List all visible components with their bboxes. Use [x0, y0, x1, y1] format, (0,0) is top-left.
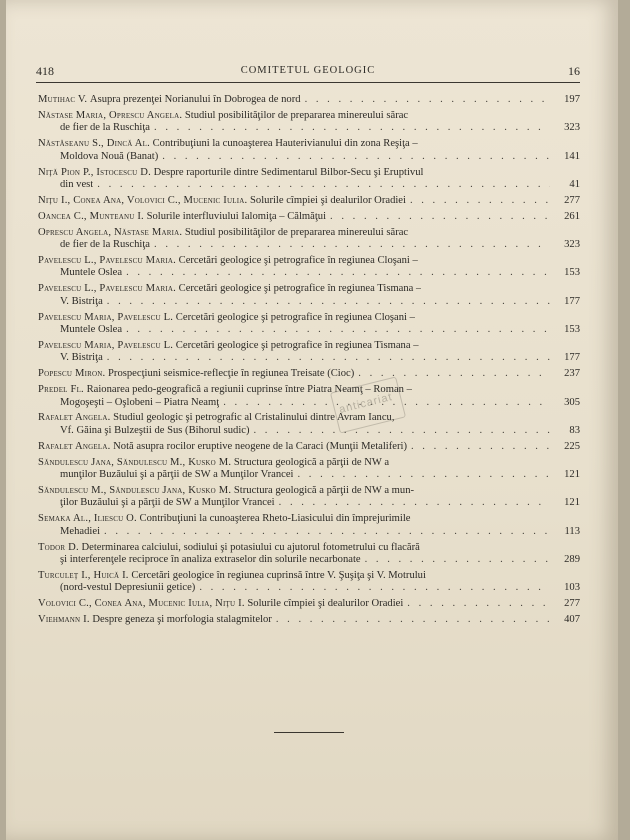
entry-authors: Oancea C., Munteanu I. — [38, 210, 144, 222]
entry-title-text: Studiul geologic şi petrografic al Cristalinului dintre Avram Iancu, — [113, 412, 395, 424]
entry-page-number: 41 — [569, 178, 580, 190]
entry-authors: Oprescu Angela, Năstase Maria. — [38, 226, 183, 238]
entry-first-line — [38, 227, 580, 239]
entry-first-line — [38, 94, 580, 106]
entry-authors: Volovici C., Conea Ana, Mucenic Iulia, Niţu I. — [38, 598, 245, 610]
leader-dots — [297, 469, 550, 481]
entry-first-line — [38, 255, 580, 267]
entry-page-number: 83 — [569, 424, 580, 436]
entry-page-number: 113 — [564, 525, 580, 537]
entry-title-text: V. Bistriţa — [60, 352, 103, 364]
entry-first-line — [38, 542, 580, 554]
entry-authors: Rafalet Angela. — [38, 412, 111, 424]
entry-authors: Popescu Miron. — [38, 368, 106, 380]
entry-first-line — [38, 368, 580, 380]
entry-continuation-line — [38, 296, 580, 308]
leader-dots — [254, 425, 551, 437]
entry-continuation-line — [38, 497, 580, 509]
leader-dots — [162, 151, 550, 163]
entry-continuation-line — [38, 526, 580, 538]
index-entry — [38, 485, 580, 510]
book-page — [6, 0, 618, 840]
index-entry — [38, 570, 580, 595]
entry-authors: Semaka Al., Iliescu O. — [38, 513, 137, 525]
entry-first-line — [38, 110, 580, 122]
entry-page-number: 261 — [564, 210, 580, 222]
entry-continuation-line — [38, 425, 580, 437]
index-entry — [38, 195, 580, 207]
entry-page-number: 277 — [564, 598, 580, 610]
entry-title-text: Muntele Oslea — [60, 267, 123, 279]
entry-title-text: Cercetări geologice şi petrografice în regiunea Cloşani – — [178, 254, 418, 266]
entry-title-text: de fier de la Ruschiţa — [60, 239, 151, 251]
entry-title-text: Cercetări geologice şi petrografice în regiunea Tismana – — [175, 339, 419, 351]
entry-first-line — [38, 312, 580, 324]
index-entry — [38, 283, 580, 308]
entry-title-text: Prospecţiuni seismice-reflecţie în regiunea Treisate (Cioc) — [108, 368, 355, 380]
entry-authors: Năstăseanu S., Dincă Al. — [38, 138, 150, 150]
entry-authors: Todor D. — [38, 541, 79, 553]
index-entry — [38, 255, 580, 280]
index-entry — [38, 441, 580, 453]
index-entry — [38, 167, 580, 192]
entry-page-number: 103 — [564, 582, 580, 594]
entry-page-number: 277 — [564, 194, 580, 206]
entry-first-line — [38, 283, 580, 295]
closing-rule — [274, 732, 344, 733]
entry-title-text: Notă asupra rocilor eruptive neogene de la Caraci (Munţii Metaliferi) — [113, 440, 407, 452]
index-entry — [38, 340, 580, 365]
entry-page-number: 121 — [564, 469, 580, 481]
entry-title-text: Determinarea calciului, sodiului şi potasiului cu ajutorul fotometrului cu flacără — [81, 541, 420, 553]
entry-title-text: Cercetări geologice în regiunea cuprinsă între V. Şuşiţa şi V. Motrului — [131, 569, 426, 581]
entry-authors: Niţă Pion P., Istocescu D. — [38, 166, 151, 178]
entry-page-number: 237 — [564, 368, 580, 380]
entry-first-line — [38, 513, 580, 525]
entry-authors: Năstase Maria, Oprescu Angela. — [38, 109, 183, 121]
entry-first-line — [38, 485, 580, 497]
page-number-right: 16 — [568, 64, 580, 78]
entry-title-text: Studiul posibilităţilor de prepararea minereului sărac — [184, 226, 409, 238]
leader-dots — [407, 598, 550, 610]
entry-title-text: Asupra prezenţei Norianului în Dobrogea de nord — [89, 94, 301, 105]
page-number-left: 418 — [36, 64, 54, 78]
index-entry — [38, 312, 580, 337]
index-entry — [38, 384, 580, 409]
entry-continuation-line — [38, 267, 580, 279]
entry-first-line — [38, 211, 580, 223]
entry-page-number: 177 — [564, 352, 580, 364]
entry-authors: Pavelescu Maria, Pavelescu L. — [38, 311, 174, 323]
entry-title-text: Structura geologică a părţii de NW a mun- — [233, 484, 415, 496]
entry-title-text: Cercetări geologice şi petrografice în regiunea Cloşani – — [175, 311, 415, 323]
entry-title-text: şi interferenţele reciproce în analiza extraselor din solurile necarbonate — [60, 554, 361, 565]
entry-page-number: 121 — [564, 497, 580, 509]
leader-dots — [410, 195, 550, 207]
entry-title-text: ţilor Buzăului şi a părţii de SW a Munţilor Vrancei — [60, 497, 275, 509]
index-entry — [38, 138, 580, 163]
leader-dots — [199, 582, 550, 594]
entry-first-line — [38, 598, 580, 610]
entry-title-text: Contribuţiuni la cunoaşterea Rheto-Liasicului din împrejurimile — [139, 513, 411, 525]
entry-title-text: Contribuţiuni la cunoaşterea Hauterivianului din zona Reşiţa – — [152, 138, 418, 150]
entry-title-text: din vest — [60, 178, 94, 190]
entry-title-text: Studiul posibilităţilor de prepararea minereului sărac — [184, 109, 409, 121]
entry-authors: Niţu I., Conea Ana, Volovici C., Mucenic Iulia. — [38, 194, 248, 206]
entry-title-text: Muntele Oslea — [60, 324, 123, 335]
entry-authors: Săndulescu Jana, Săndulescu M., Kusko M. — [38, 456, 232, 468]
entry-continuation-line — [38, 582, 580, 594]
entry-first-line — [38, 412, 580, 424]
entry-title-text: (nord-vestul Depresiunii getice) — [60, 582, 196, 594]
entry-title-text: Solurile cîmpiei şi dealurilor Oradiei — [247, 598, 404, 610]
entry-continuation-line — [38, 122, 580, 134]
leader-dots — [276, 614, 550, 626]
entry-continuation-line — [38, 554, 580, 566]
author-index-list — [38, 94, 580, 630]
entry-first-line — [38, 195, 580, 207]
entry-title-text: Mogoşeşti – Oşlobeni – Piatra Neamţ — [60, 396, 220, 408]
entry-page-number: 197 — [564, 94, 580, 105]
leader-dots — [154, 239, 550, 251]
watermark-text: anticariat — [337, 391, 394, 416]
entry-page-number: 323 — [564, 239, 580, 251]
entry-first-line — [38, 138, 580, 150]
entry-continuation-line — [38, 397, 580, 409]
leader-dots — [411, 441, 550, 453]
entry-title-text: Moldova Nouă (Banat) — [60, 150, 159, 162]
index-entry — [38, 598, 580, 610]
entry-page-number: 153 — [564, 267, 580, 279]
entry-first-line — [38, 614, 580, 626]
entry-title-text: de fier de la Ruschiţa — [60, 122, 151, 134]
index-entry — [38, 513, 580, 538]
leader-dots — [305, 94, 550, 106]
entry-authors: Rafalet Angela. — [38, 440, 111, 452]
entry-title-text: Structura geologică a părţii de NW a — [233, 456, 390, 468]
leader-dots — [97, 179, 550, 191]
entry-title-text: Vf. Găina şi Bulzeştii de Sus (Bihorul sudic) — [60, 424, 250, 436]
index-entry — [38, 110, 580, 135]
entry-page-number: 407 — [564, 614, 580, 626]
entry-first-line — [38, 457, 580, 469]
leader-dots — [126, 324, 550, 336]
entry-authors: Săndulescu M., Săndulescu Jana, Kusko M. — [38, 484, 232, 496]
entry-title-text: V. Bistriţa — [60, 295, 103, 307]
entry-first-line — [38, 340, 580, 352]
entry-title-text: Despre geneza şi morfologia stalagmitelor — [92, 614, 272, 626]
entry-authors: Viehmann I. — [38, 614, 90, 626]
index-entry — [38, 227, 580, 252]
index-entry — [38, 412, 580, 437]
entry-page-number: 289 — [564, 554, 580, 565]
entry-continuation-line — [38, 179, 580, 191]
entry-first-line — [38, 384, 580, 396]
entry-continuation-line — [38, 324, 580, 336]
leader-dots — [107, 352, 550, 364]
entry-authors: Predel Fl. — [38, 384, 84, 396]
index-entry — [38, 614, 580, 626]
entry-page-number: 141 — [564, 150, 580, 162]
entry-continuation-line — [38, 239, 580, 251]
entry-authors: Turculeţ I., Huică I. — [38, 569, 129, 581]
entry-authors: Pavelescu L., Pavelescu Maria. — [38, 283, 176, 295]
journal-title: COMITETUL GEOLOGIC — [240, 65, 376, 76]
leader-dots — [365, 554, 550, 566]
entry-title-text: Mehadiei — [60, 525, 101, 537]
index-entry — [38, 457, 580, 482]
entry-title-text: Cercetări geologice şi petrografice în regiunea Tismana – — [178, 283, 422, 295]
entry-first-line — [38, 441, 580, 453]
entry-page-number: 225 — [564, 440, 580, 452]
entry-title-text: Raionarea pedo-geografică a regiunii cuprinse între Piatra Neamţ – Roman – — [86, 384, 412, 396]
entry-first-line — [38, 167, 580, 179]
entry-continuation-line — [38, 352, 580, 364]
index-entry — [38, 94, 580, 106]
leader-dots — [104, 526, 550, 538]
index-entry — [38, 368, 580, 380]
entry-title-text: Despre raporturile dintre Sedimentarul Bilbor-Secu şi Eruptivul — [153, 166, 424, 178]
entry-authors: Pavelescu Maria, Pavelescu L. — [38, 339, 174, 351]
entry-continuation-line — [38, 469, 580, 481]
leader-dots — [126, 267, 550, 279]
entry-title-text: munţilor Buzăului şi a părţii de SW a Munţilor Vrancei — [60, 469, 294, 481]
entry-page-number: 153 — [564, 324, 580, 335]
entry-page-number: 177 — [564, 295, 580, 307]
entry-title-text: Solurile interfluviului Ialomiţa – Călmăţui — [146, 210, 327, 222]
leader-dots — [107, 296, 550, 308]
running-header — [36, 62, 580, 83]
leader-dots — [330, 211, 550, 223]
index-entry — [38, 542, 580, 567]
entry-title-text: Solurile cîmpiei şi dealurilor Oradiei — [250, 194, 406, 206]
leader-dots — [154, 122, 550, 134]
entry-first-line — [38, 570, 580, 582]
entry-continuation-line — [38, 151, 580, 163]
index-entry — [38, 211, 580, 223]
entry-authors: Mutihac V. — [38, 94, 88, 105]
leader-dots — [279, 497, 550, 509]
entry-page-number: 305 — [564, 396, 580, 408]
entry-page-number: 323 — [564, 122, 580, 134]
entry-authors: Pavelescu L., Pavelescu Maria. — [38, 254, 176, 266]
